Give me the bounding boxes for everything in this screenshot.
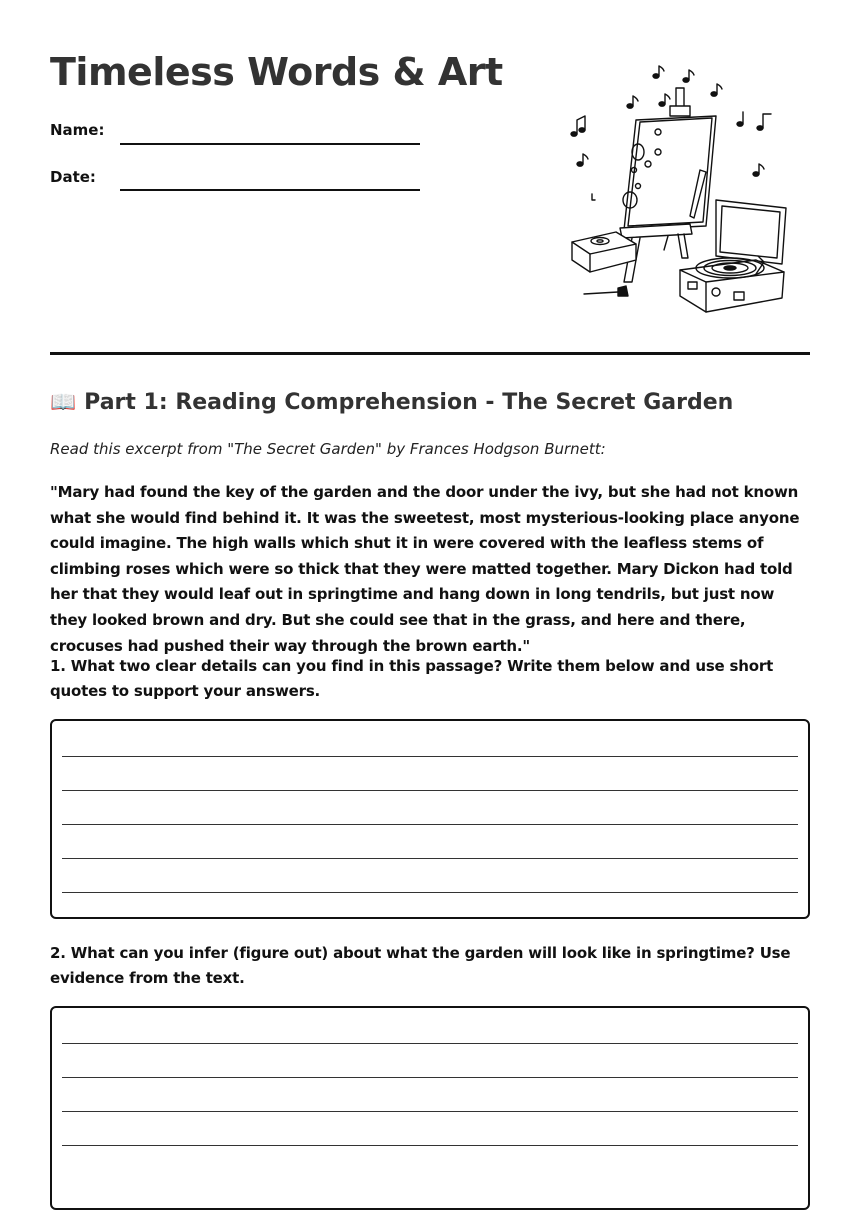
open-book-icon: 📖: [50, 390, 77, 414]
answer-line: [62, 790, 798, 791]
worksheet-title: Timeless Words & Art: [50, 50, 503, 94]
excerpt-passage: "Mary had found the key of the garden and the door under the ivy, but she had not known what she would find behind it. It was the sweetest, most mysterious-looking place anyone could imagine. The high walls which shut it in were covered with the leafless stems of climbing roses which were so thick that they were matted together. Mary Dickon had told her that they would leaf out in springtime and hang down in long tendrils, but just now they looked brown and dry. But she could see that in the grass, and here and there, crocuses had pushed their way through the brown earth.": [50, 483, 800, 655]
answer-line: [62, 858, 798, 859]
answer-line: [62, 892, 798, 893]
question-1: 1. What two clear details can you find in this passage? Write them below and use short quotes to support your answers.: [50, 657, 774, 700]
date-line[interactable]: [120, 189, 420, 191]
part1-title-text: Part 1: Reading Comprehension - The Secret Garden: [84, 390, 734, 415]
part1-title: [50, 390, 733, 415]
answer-box-1[interactable]: [50, 719, 810, 919]
answer-line: [62, 756, 798, 757]
answer-line: [62, 1043, 798, 1044]
name-label: Name:: [50, 121, 105, 139]
answer-line: [62, 824, 798, 825]
paintbrush-icon: [584, 286, 628, 296]
answer-box-2[interactable]: [50, 1006, 810, 1210]
worksheet-header: [50, 0, 810, 355]
answer-line: [62, 1111, 798, 1112]
answer-line: [62, 1145, 798, 1146]
name-line[interactable]: [120, 143, 420, 145]
question-2: 2. What can you infer (figure out) about what the garden will look like in springtime? Use evidence from the text.: [50, 944, 791, 987]
easel-record-player-music-illustration: [560, 60, 800, 320]
worksheet-page: [50, 0, 810, 987]
answer-line: [62, 1077, 798, 1078]
date-label: Date:: [50, 168, 96, 186]
excerpt-intro: Read this excerpt from "The Secret Garden" by Frances Hodgson Burnett:: [50, 440, 606, 458]
